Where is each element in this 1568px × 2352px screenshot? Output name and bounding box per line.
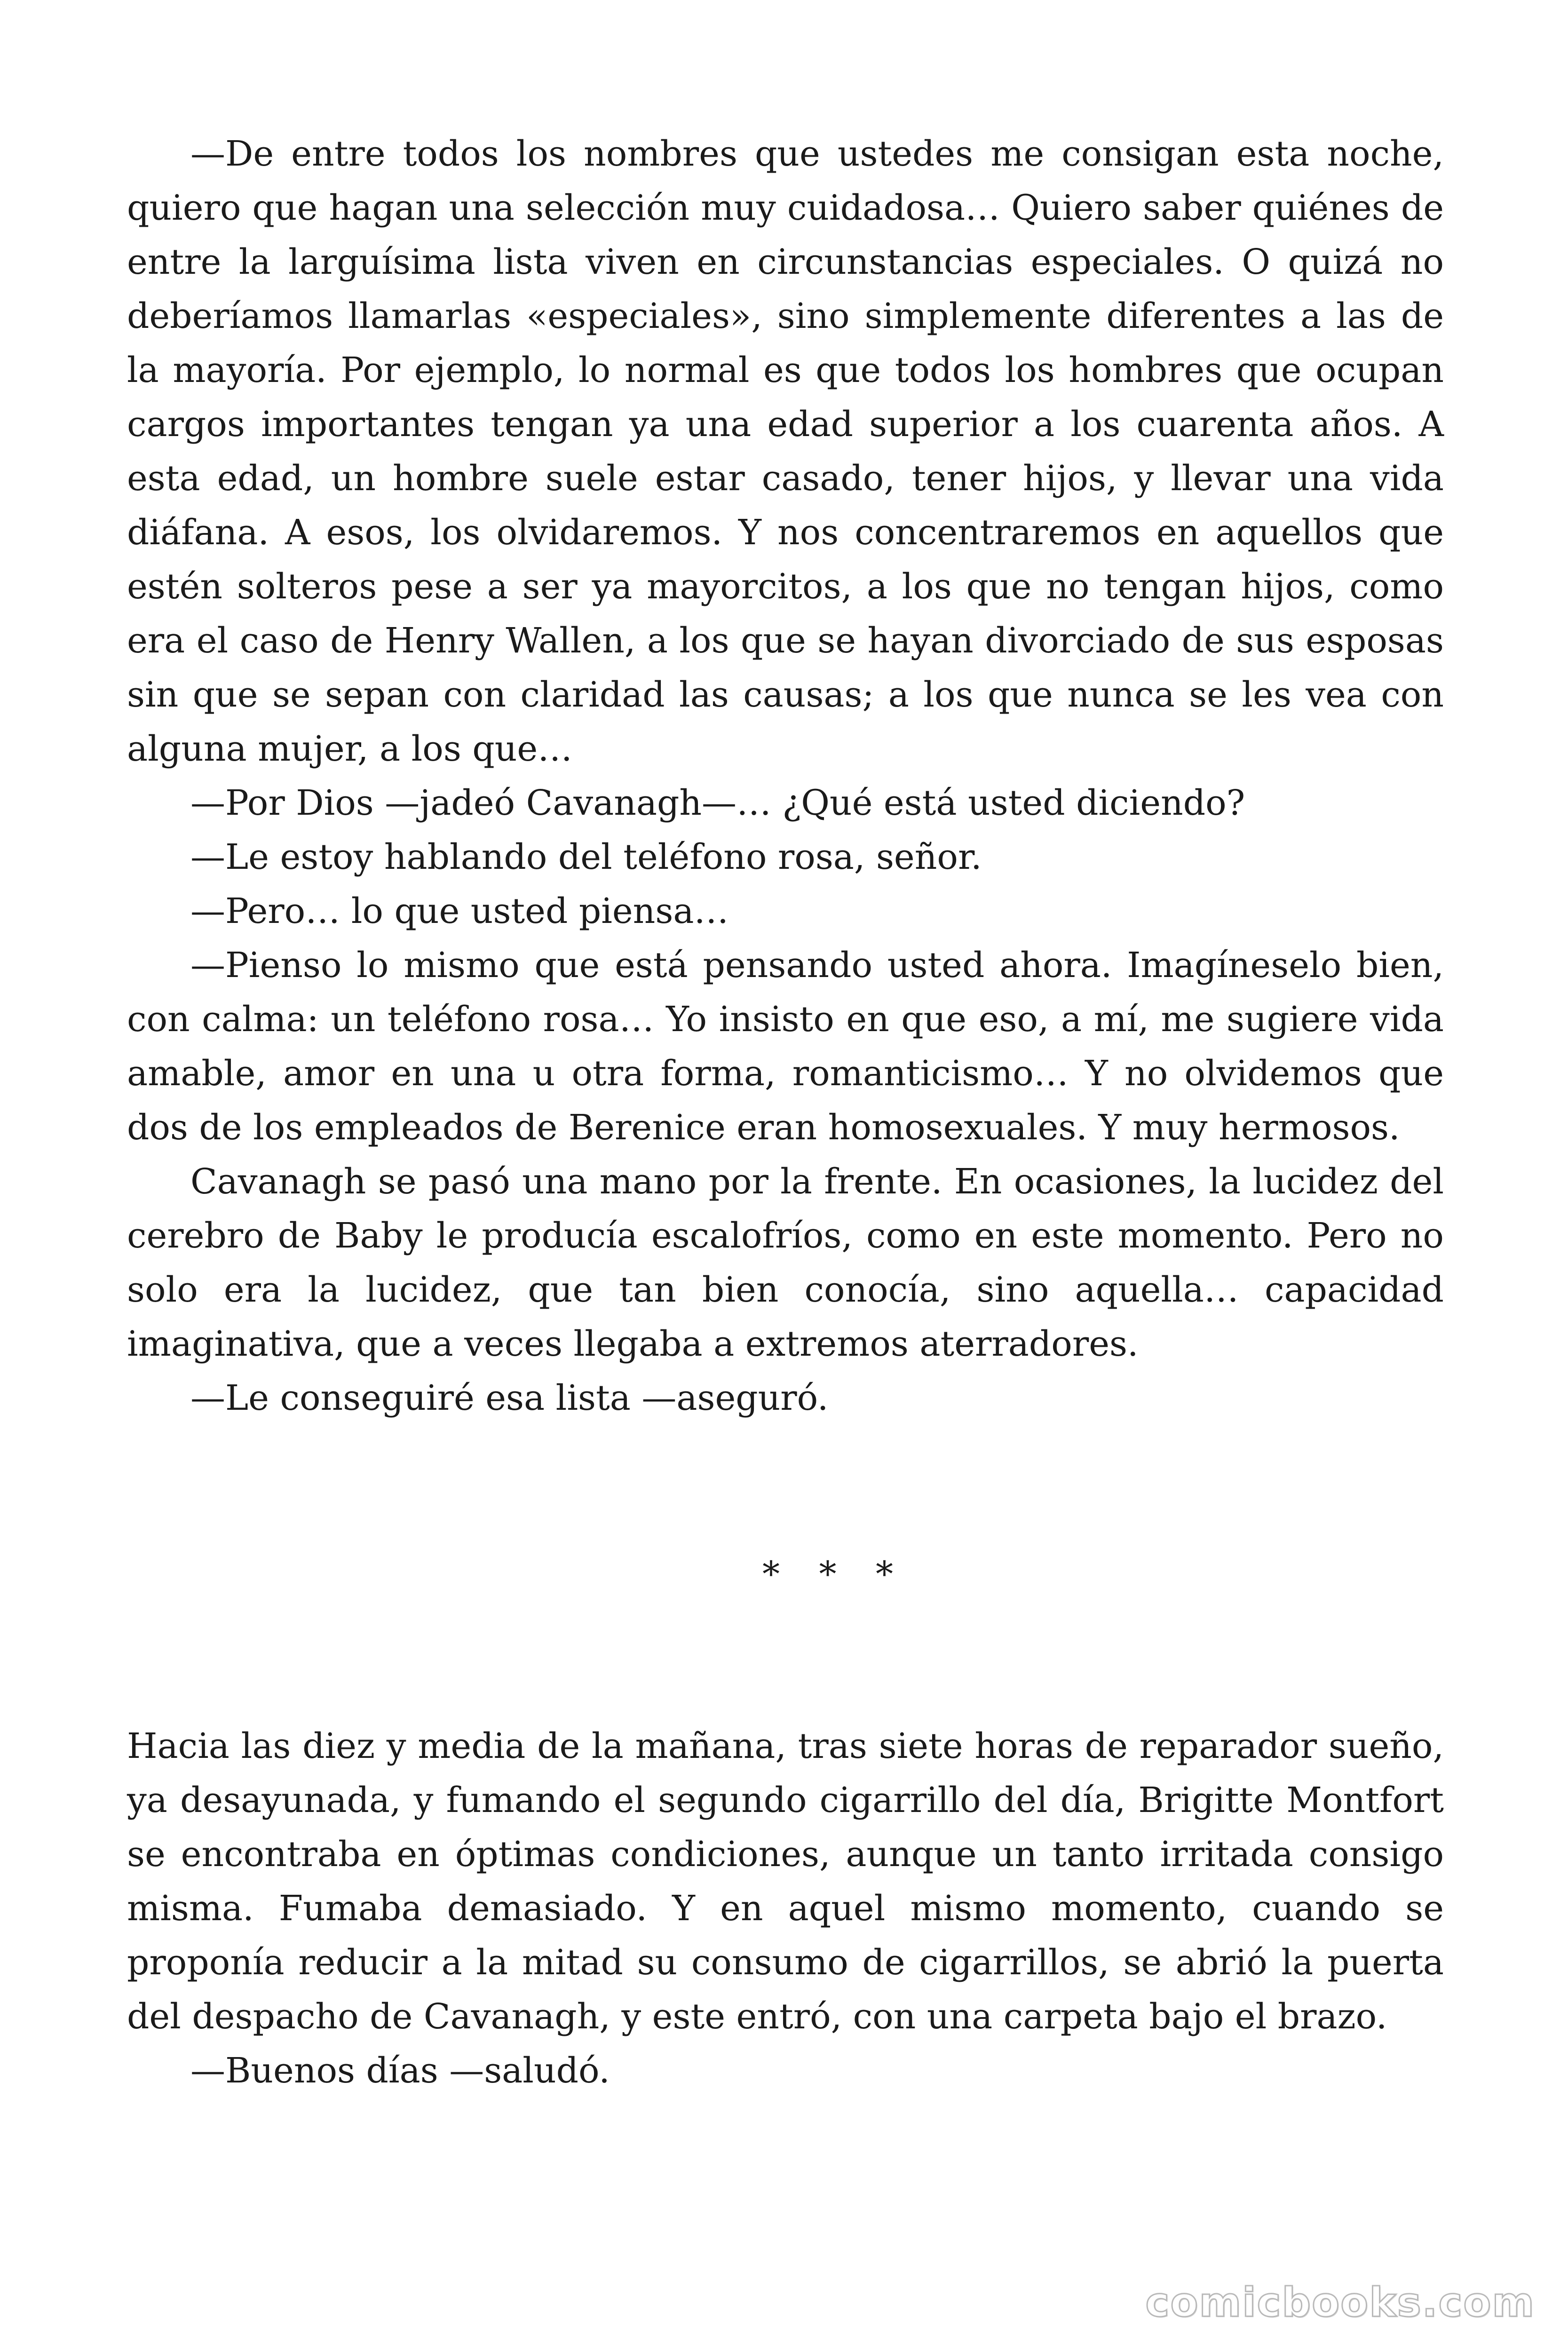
paragraph-2: —Por Dios —jadeó Cavanagh—… ¿Qué está usted diciendo? bbox=[190, 783, 1245, 823]
scene-break-separator: * * * bbox=[762, 1554, 908, 1595]
paragraph-8: Hacia las diez y media de la mañana, tras siete horas de reparador sueño, ya desayunada, y fumando el segundo cigarrillo del día, Brigitte Montfort se encontraba en óptimas condiciones, aunque un tanto irritada consigo misma. Fumaba demasiado. Y en aquel mismo momento, cuando se proponía reducir a la mitad su consumo de cigarrillos, se abrió la puerta del despacho de Cavanagh, y este entró, con una carpeta bajo el brazo. bbox=[127, 1726, 1444, 2037]
paragraph-6: Cavanagh se pasó una mano por la frente. En ocasiones, la lucidez del cerebro de Baby le producía escalofríos, como en este momento. Pero no solo era la lucidez, que tan bien conocía, sino aquella… capacidad imaginativa, que a veces llegaba a extremos aterradores. bbox=[127, 1161, 1444, 1364]
book-page-text bbox=[127, 127, 1444, 2098]
paragraph-7: —Le conseguiré esa lista —aseguró. bbox=[190, 1378, 829, 1418]
paragraph-5: —Pienso lo mismo que está pensando usted ahora. Imagíneselo bien, con calma: un teléfono rosa… Yo insisto en que eso, a mí, me sugiere vida amable, amor en una u otra forma, romanticismo… Y no olvidemos que dos de los empleados de Berenice eran homosexuales. Y muy hermosos. bbox=[127, 945, 1444, 1148]
paragraph-1: —De entre todos los nombres que ustedes me consigan esta noche, quiero que hagan una selección muy cuidadosa… Quiero saber quiénes de entre la larguísima lista viven en circunstancias especiales. O quizá no deberíamos llamarlas «especiales», sino simplemente diferentes a las de la mayoría. Por ejemplo, lo normal es que todos los hombres que ocupan cargos importantes tengan ya una edad superior a los cuarenta años. A esta edad, un hombre suele estar casado, tener hijos, y llevar una vida diáfana. A esos, los olvidaremos. Y nos concentraremos en aquellos que estén solteros pese a ser ya mayorcitos, a los que no tengan hijos, como era el caso de Henry Wallen, a los que se hayan divorciado de sus esposas sin que se sepan con claridad las causas; a los que nunca se les vea con alguna mujer, a los que… bbox=[127, 134, 1444, 769]
paragraph-3: —Le estoy hablando del teléfono rosa, señor. bbox=[190, 837, 982, 877]
watermark-logo: comicbooks.com bbox=[1145, 2279, 1535, 2326]
paragraph-9: —Buenos días —saludó. bbox=[190, 2050, 610, 2091]
paragraph-4: —Pero… lo que usted piensa… bbox=[190, 891, 729, 931]
